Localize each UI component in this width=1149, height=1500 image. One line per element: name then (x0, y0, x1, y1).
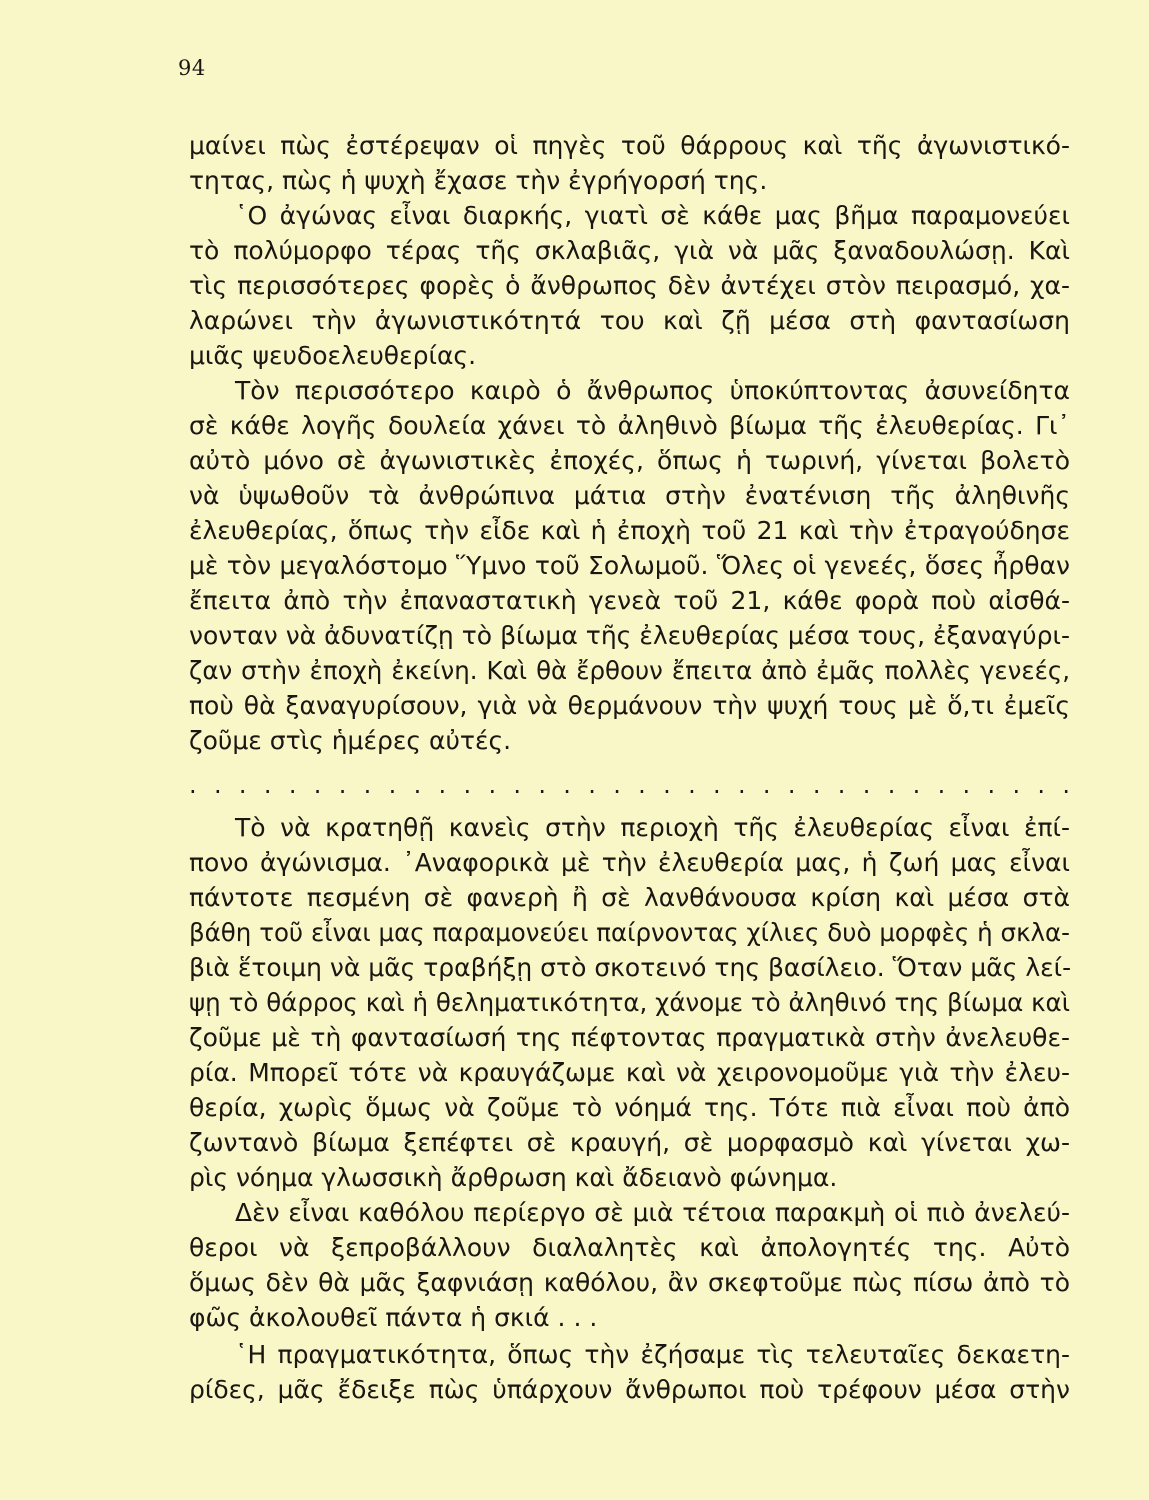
text-line: θερία, χωρὶς ὅμως νὰ ζοῦμε τὸ νόημά της. Τότε πιὰ εἶναι ποὺ ἀπὸ (189, 1093, 1070, 1122)
text-line: Τὸ νὰ κρατηθῇ κανεὶς στὴν περιοχὴ τῆς ἐλευθερίας εἶναι ἐπί- (235, 813, 1070, 842)
text-line: βιὰ ἕτοιμη νὰ μᾶς τραβήξῃ στὸ σκοτεινό της βασίλειο. Ὅταν μᾶς λεί- (189, 953, 1072, 982)
text-line: Τὸν περισσότερο καιρὸ ὁ ἄνθρωπος ὑποκύπτοντας ἀσυνείδητα (235, 376, 1070, 405)
text-line: ψῃ τὸ θάρρος καὶ ἡ θεληματικότητα, χάνομε τὸ ἀληθινό της βίωμα καὶ (189, 988, 1070, 1017)
text-line: ῾Η πραγματικότητα, ὅπως τὴν ἐζήσαμε τὶς τελευταῖες δεκαετη- (235, 1340, 1070, 1369)
text-line: ζοῦμε μὲ τὴ φαντασίωσή της πέφτοντας πραγματικὰ στὴν ἀνελευθε- (189, 1023, 1070, 1052)
text-line: αὐτὸ μόνο σὲ ἀγωνιστικὲς ἐποχές, ὅπως ἡ τωρινή, γίνεται βολετὸ (189, 446, 1070, 475)
text-line: πονο ἀγώνισμα. ᾿Αναφορικὰ μὲ τὴν ἐλευθερία μας, ἡ ζωή μας εἶναι (189, 848, 1070, 877)
text-line: θεροι νὰ ξεπροβάλλουν διαλαλητὲς καὶ ἀπολογητές της. Αὐτὸ (189, 1233, 1070, 1262)
text-line: μιᾶς ψευδοελευθερίας. (189, 341, 477, 370)
text-line: τὶς περισσότερες φορὲς ὁ ἄνθρωπος δὲν ἀντέχει στὸν πειρασμό, χα- (189, 271, 1070, 300)
text-line: ῾Ο ἀγώνας εἶναι διαρκής, γιατὶ σὲ κάθε μας βῆμα παραμονεύει (235, 201, 1070, 230)
text-line: ζαν στὴν ἐποχὴ ἐκείνη. Καὶ θὰ ἔρθουν ἔπειτα ἀπὸ ἐμᾶς πολλὲς γενεές, (189, 656, 1070, 685)
text-line: νονταν νὰ ἀδυνατίζῃ τὸ βίωμα τῆς ἐλευθερίας μέσα τους, ἐξαναγύρι- (189, 621, 1070, 650)
text-line: μαίνει πὼς ἐστέρεψαν οἱ πηγὲς τοῦ θάρρους καὶ τῆς ἀγωνιστικό- (189, 131, 1070, 160)
section-separator: . . . . . . . . . . . . . . . . . . . . . . . . . . . . . . . . . . . . (189, 771, 1070, 799)
text-line: βάθη τοῦ εἶναι μας παραμονεύει παίρνοντας χίλιες δυὸ μορφὲς ἡ σκλα- (189, 918, 1070, 947)
text-line: ρὶς νόημα γλωσσικὴ ἄρθρωση καὶ ἄδειανὸ φώνημα. (189, 1163, 838, 1192)
text-line: μὲ τὸν μεγαλόστομο Ὕμνο τοῦ Σολωμοῦ. Ὅλες οἱ γενεές, ὅσες ἦρθαν (189, 551, 1070, 580)
text-line: ζωντανὸ βίωμα ξεπέφτει σὲ κραυγή, σὲ μορφασμὸ καὶ γίνεται χω- (189, 1128, 1070, 1157)
text-line: ἔπειτα ἀπὸ τὴν ἐπαναστατικὴ γενεὰ τοῦ 21, κάθε φορὰ ποὺ αἰσθά- (189, 586, 1070, 615)
text-line: λαρώνει τὴν ἀγωνιστικότητά του καὶ ζῇ μέσα στὴ φαντασίωση (189, 306, 1070, 335)
text-line: ὅμως δὲν θὰ μᾶς ξαφνιάσῃ καθόλου, ἂν σκεφτοῦμε πὼς πίσω ἀπὸ τὸ (189, 1268, 1070, 1297)
text-line: ρίδες, μᾶς ἔδειξε πὼς ὑπάρχουν ἄνθρωποι ποὺ τρέφουν μέσα στὴν (189, 1375, 1070, 1404)
text-line: φῶς ἀκολουθεῖ πάντα ἡ σκιά . . . (189, 1303, 598, 1332)
text-line: ποὺ θὰ ξαναγυρίσουν, γιὰ νὰ θερμάνουν τὴν ψυχή τους μὲ ὅ,τι ἐμεῖς (189, 691, 1070, 720)
text-line: σὲ κάθε λογῆς δουλεία χάνει τὸ ἀληθινὸ βίωμα τῆς ἐλευθερίας. Γι᾿ (189, 411, 1070, 440)
text-line: τὸ πολύμορφο τέρας τῆς σκλαβιᾶς, γιὰ νὰ μᾶς ξαναδουλώσῃ. Καὶ (189, 236, 1070, 265)
text-line: ἐλευθερίας, ὅπως τὴν εἶδε καὶ ἡ ἐποχὴ τοῦ 21 καὶ τὴν ἐτραγούδησε (189, 516, 1070, 545)
page-number: 94 (178, 56, 206, 80)
text-line: Δὲν εἶναι καθόλου περίεργο σὲ μιὰ τέτοια παρακμὴ οἱ πιὸ ἀνελεύ- (235, 1198, 1070, 1227)
text-line: τητας, πὼς ἡ ψυχὴ ἔχασε τὴν ἐγρήγορσή της. (189, 166, 768, 195)
text-line: ζοῦμε στὶς ἡμέρες αὐτές. (189, 726, 512, 755)
text-line: ρία. Μπορεῖ τότε νὰ κραυγάζωμε καὶ νὰ χειρονομοῦμε γιὰ τὴν ἐλευ- (189, 1058, 1070, 1087)
text-line: νὰ ὑψωθοῦν τὰ ἀνθρώπινα μάτια στὴν ἐνατένιση τῆς ἀληθινῆς (189, 481, 1070, 510)
text-line: πάντοτε πεσμένη σὲ φανερὴ ἢ σὲ λανθάνουσα κρίση καὶ μέσα στὰ (189, 883, 1070, 912)
